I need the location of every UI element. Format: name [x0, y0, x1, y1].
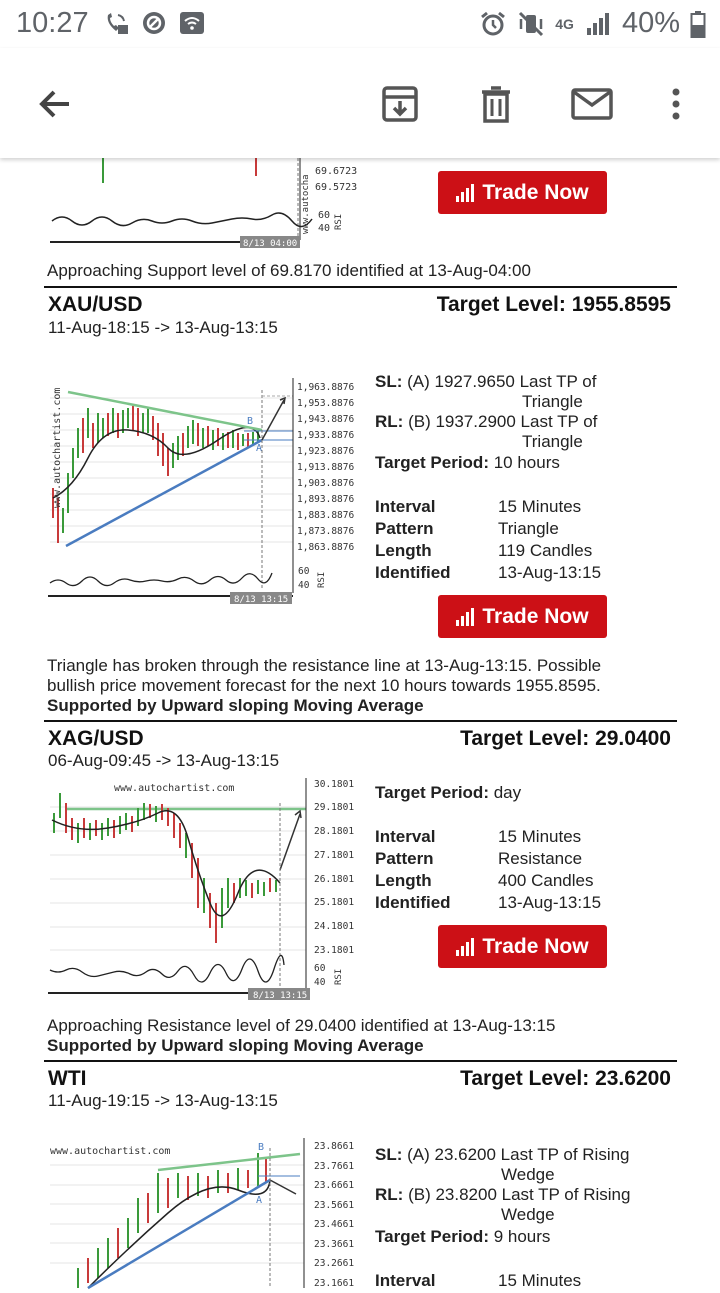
- wifi-calling-icon: [102, 9, 130, 37]
- trade-now-button[interactable]: [438, 595, 607, 638]
- detail-value: Triangle: [498, 519, 559, 538]
- detail-value: 13-Aug-13:15: [498, 893, 602, 912]
- detail-key: Length: [375, 541, 432, 560]
- detail-key: Length: [375, 871, 432, 890]
- price-tick: 23.7661: [314, 1161, 355, 1172]
- price-tick: 23.3661: [314, 1239, 355, 1250]
- price-tick: 29.1801: [314, 802, 355, 813]
- watermark: www.autochartist.com: [52, 387, 63, 508]
- detail-key: Identified: [375, 893, 451, 912]
- symbol-title: WTI: [48, 1067, 87, 1090]
- trash-icon: [476, 84, 516, 124]
- watermark: www.autochartist.com: [114, 783, 235, 794]
- detail-value: 119 Candles: [498, 541, 593, 560]
- target-level: Target Level: 29.0400: [460, 727, 671, 750]
- price-tick: 1,863.8876: [297, 542, 355, 553]
- rsi-label: RSI: [317, 571, 327, 588]
- target-level: Target Level: 23.6200: [460, 1067, 671, 1090]
- price-tick: 1,893.8876: [297, 494, 355, 505]
- price-tick: 69.5723: [315, 182, 358, 193]
- archive-button[interactable]: [375, 79, 425, 129]
- price-tick: 23.1661: [314, 1278, 355, 1289]
- signal-bars-icon: [456, 184, 476, 202]
- point-label: A: [256, 443, 263, 454]
- back-button[interactable]: [30, 79, 80, 129]
- symbol-title: XAU/USD: [48, 293, 143, 316]
- trade-now-label: Trade Now: [482, 604, 589, 628]
- price-tick: 24.1801: [314, 921, 355, 932]
- divider: [44, 1060, 677, 1062]
- pattern-description: [47, 656, 647, 716]
- price-tick: 23.6661: [314, 1180, 355, 1191]
- point-label: B: [258, 1142, 265, 1153]
- price-tick: 28.1801: [314, 826, 355, 837]
- sl-key: SL:: [375, 372, 403, 391]
- price-tick: 23.1801: [314, 945, 355, 956]
- detail-key: Identified: [375, 563, 451, 582]
- sl-key: SL:: [375, 1145, 403, 1164]
- period-key: Target Period:: [375, 783, 489, 802]
- divider: [44, 720, 677, 722]
- detail-value: 15 Minutes: [498, 827, 582, 846]
- trade-now-button[interactable]: [438, 925, 607, 968]
- status-bar: [0, 0, 720, 48]
- point-label: B: [247, 416, 254, 427]
- date-range: 11-Aug-19:15 -> 13-Aug-13:15: [48, 1091, 278, 1110]
- chart-top-snippet: [50, 158, 360, 248]
- period-value: 10 hours: [493, 453, 560, 472]
- price-tick: 1,883.8876: [297, 510, 355, 521]
- watermark: www.autocha: [301, 174, 311, 234]
- detail-key: Interval: [375, 1271, 436, 1290]
- detail-row: [375, 871, 593, 891]
- detail-row: [375, 563, 601, 583]
- detail-value: 400 Candles: [498, 871, 594, 890]
- delete-button[interactable]: [471, 79, 521, 129]
- detail-value: Resistance: [498, 849, 583, 868]
- detail-row: [375, 1271, 581, 1291]
- detail-key: Pattern: [375, 849, 434, 868]
- rl-key: RL:: [375, 1185, 404, 1204]
- target-period: [375, 1227, 675, 1247]
- target-period: [375, 783, 675, 803]
- rsi-tick: 60: [318, 210, 331, 221]
- rsi-tick: 60: [314, 963, 326, 974]
- watermark: www.autochartist.com: [50, 1146, 171, 1157]
- price-tick: 69.6723: [315, 166, 358, 177]
- status-time: 10:27: [16, 7, 89, 39]
- mark-unread-button[interactable]: [567, 79, 617, 129]
- trade-now-button[interactable]: [438, 171, 607, 214]
- detail-key: Interval: [375, 497, 436, 516]
- signal-icon: [584, 10, 612, 38]
- target-level: Target Level: 1955.8595: [436, 293, 671, 316]
- point-label: A: [256, 1195, 263, 1206]
- symbol-title: XAG/USD: [48, 727, 144, 750]
- period-key: Target Period:: [375, 453, 489, 472]
- rsi-tick: 40: [298, 580, 310, 591]
- trade-now-label: Trade Now: [482, 934, 589, 958]
- divider: [44, 286, 677, 288]
- rsi-tick: 40: [318, 223, 331, 234]
- signal-bars-icon: [456, 608, 476, 626]
- trade-now-label: Trade Now: [482, 180, 589, 204]
- price-tick: 25.1801: [314, 897, 355, 908]
- detail-key: Pattern: [375, 519, 434, 538]
- detail-row: [375, 497, 581, 517]
- price-tick: 1,943.8876: [297, 414, 355, 425]
- price-tick: 1,963.8876: [297, 382, 355, 393]
- chart-xag-usd: [48, 778, 360, 1004]
- chart-xau-usd: [48, 378, 358, 606]
- detail-row: [375, 849, 582, 869]
- sl-value-2: Triangle: [522, 392, 583, 411]
- description-text: Approaching Resistance level of 29.0400 identified at 13-Aug-13:15: [47, 1016, 556, 1035]
- mail-icon: [570, 84, 614, 124]
- email-body[interactable]: [0, 158, 720, 1290]
- network-type: 4G: [555, 15, 574, 32]
- rl-value-2: Wedge: [501, 1205, 555, 1224]
- price-tick: 1,953.8876: [297, 398, 355, 409]
- detail-key: Interval: [375, 827, 436, 846]
- detail-row: [375, 827, 581, 847]
- price-tick: 1,873.8876: [297, 526, 355, 537]
- support-note: Supported by Upward sloping Moving Average: [47, 696, 424, 715]
- stop-loss: [375, 372, 675, 412]
- sl-value: (A) 23.6200 Last TP of Rising: [407, 1145, 630, 1164]
- price-tick: 1,913.8876: [297, 462, 355, 473]
- archive-icon: [380, 84, 420, 124]
- date-tag: 8/13 04:00: [243, 239, 298, 249]
- detail-row: [375, 519, 559, 539]
- chart-wti: [48, 1138, 360, 1288]
- rsi-tick: 60: [298, 566, 310, 577]
- resistance-level: [375, 1185, 675, 1225]
- detail-row: [375, 893, 601, 913]
- price-tick: 1,933.8876: [297, 430, 355, 441]
- signal-bars-icon: [456, 938, 476, 956]
- price-tick: 26.1801: [314, 874, 355, 885]
- rl-value: (B) 23.8200 Last TP of Rising: [408, 1185, 631, 1204]
- date-tag: 8/13 13:15: [234, 595, 289, 605]
- price-tick: 23.5661: [314, 1200, 355, 1211]
- description-text: Triangle has broken through the resistance line at 13-Aug-13:15. Possible bullish price movement forecast for the next 10 hours towards 1955.8595.: [47, 656, 602, 695]
- rsi-tick: 40: [314, 977, 326, 988]
- arrow-back-icon: [35, 84, 75, 124]
- detail-value: 13-Aug-13:15: [498, 563, 602, 582]
- wifi-box-icon: [178, 9, 206, 37]
- date-range: 06-Aug-09:45 -> 13-Aug-13:15: [48, 751, 280, 770]
- app-bar: [0, 48, 720, 158]
- stop-loss: [375, 1145, 675, 1185]
- shield-icon: [140, 9, 168, 37]
- support-note: Supported by Upward sloping Moving Average: [47, 1036, 424, 1055]
- detail-value: 15 Minutes: [498, 1271, 582, 1290]
- rsi-label: RSI: [334, 968, 344, 985]
- battery-percent: 40%: [621, 7, 680, 39]
- price-tick: 23.4661: [314, 1219, 355, 1230]
- detail-value: 15 Minutes: [498, 497, 582, 516]
- resistance-level: [375, 412, 675, 452]
- rl-key: RL:: [375, 412, 404, 431]
- vibrate-mute-icon: [517, 10, 545, 38]
- date-tag: 8/13 13:15: [253, 991, 308, 1001]
- price-tick: 23.8661: [314, 1141, 355, 1152]
- sl-value-2: Wedge: [501, 1165, 555, 1184]
- more-options-button[interactable]: [651, 79, 701, 129]
- price-tick: 23.2661: [314, 1258, 355, 1269]
- pattern-description: [47, 1016, 647, 1056]
- rl-value: (B) 1937.2900 Last TP of: [408, 412, 598, 431]
- price-tick: 27.1801: [314, 850, 355, 861]
- price-tick: 1,923.8876: [297, 446, 355, 457]
- period-value: 9 hours: [493, 1227, 551, 1246]
- more-vert-icon: [666, 84, 686, 124]
- rsi-label: RSI: [334, 213, 344, 230]
- battery-icon: [690, 10, 706, 38]
- alert-text: Approaching Support level of 69.8170 identified at 13-Aug-04:00: [47, 261, 531, 280]
- date-range: 11-Aug-18:15 -> 13-Aug-13:15: [48, 318, 278, 337]
- target-period: [375, 453, 675, 473]
- rl-value-2: Triangle: [522, 432, 583, 451]
- sl-value: (A) 1927.9650 Last TP of: [407, 372, 597, 391]
- price-tick: 1,903.8876: [297, 478, 355, 489]
- period-value: day: [493, 783, 522, 802]
- detail-row: [375, 541, 592, 561]
- period-key: Target Period:: [375, 1227, 489, 1246]
- alarm-icon: [479, 10, 507, 38]
- price-tick: 30.1801: [314, 779, 355, 790]
